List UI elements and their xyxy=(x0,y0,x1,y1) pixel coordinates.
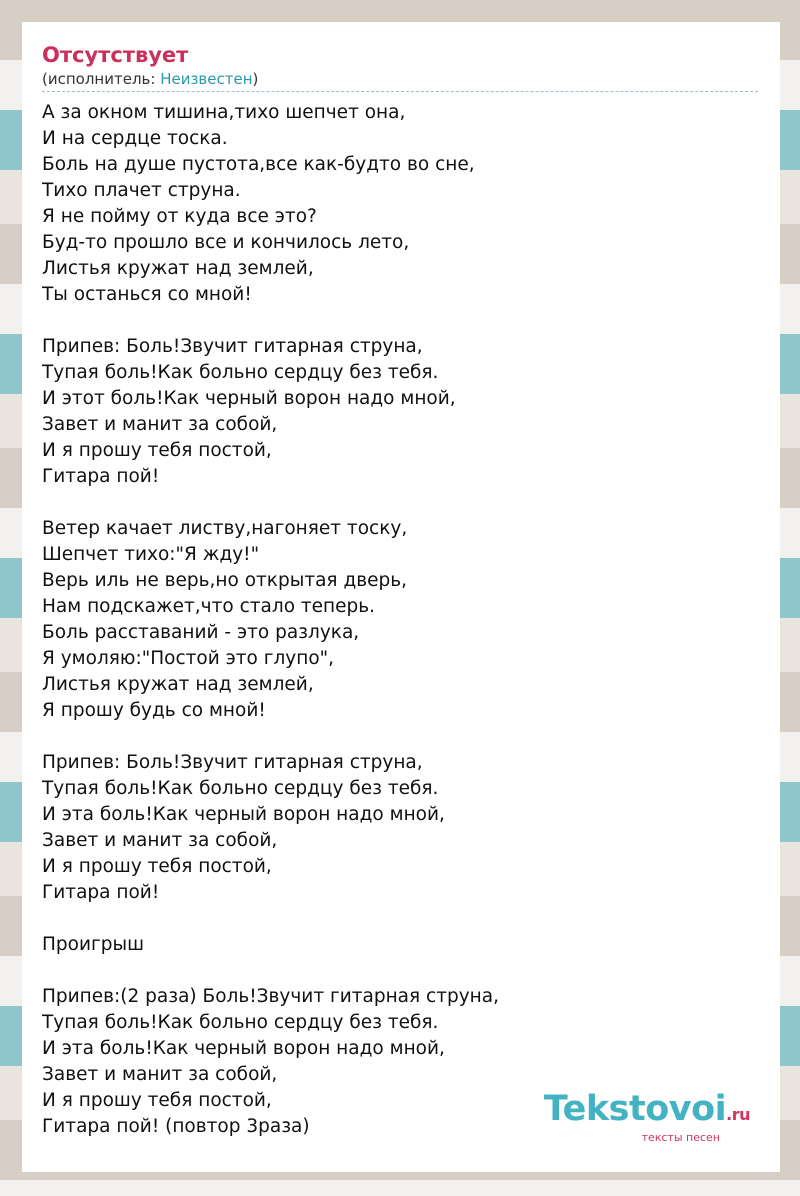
lyric-line: Тупая боль!Как больно сердцу без тебя. xyxy=(42,362,439,383)
lyric-line: Тупая боль!Как больно сердцу без тебя. xyxy=(42,1012,439,1033)
lyric-line: Тихо плачет струна. xyxy=(42,180,241,201)
lyric-line: И эта боль!Как черный ворон надо мной, xyxy=(42,1038,445,1059)
lyric-line: Проигрыш xyxy=(42,934,144,955)
lyric-line: И я прошу тебя постой, xyxy=(42,856,272,877)
lyric-blank-line xyxy=(42,906,760,932)
lyric-line: Я прошу будь со мной! xyxy=(42,700,266,721)
lyric-blank-line xyxy=(42,490,760,516)
lyric-line: Верь иль не верь,но открытая дверь, xyxy=(42,570,408,591)
lyric-line: Завет и манит за собой, xyxy=(42,830,278,851)
site-logo[interactable] xyxy=(544,1091,750,1144)
lyrics-card xyxy=(22,22,780,1172)
lyric-line: И на сердце тоска. xyxy=(42,128,228,149)
lyric-line: Припев:(2 раза) Боль!Звучит гитарная струна, xyxy=(42,986,499,1007)
artist-link[interactable]: Неизвестен xyxy=(160,70,253,88)
logo-name: Tekstovoi xyxy=(543,1089,727,1129)
lyric-line: Завет и манит за собой, xyxy=(42,414,278,435)
song-title: Отсутствует xyxy=(42,43,189,67)
lyric-line: И этот боль!Как черный ворон надо мной, xyxy=(42,388,456,409)
lyric-line: Буд-то прошло все и кончилось лето, xyxy=(42,232,410,253)
lyric-line: Припев: Боль!Звучит гитарная струна, xyxy=(42,336,423,357)
lyric-line: Листья кружат над землей, xyxy=(42,258,314,279)
lyric-line: Завет и манит за собой, xyxy=(42,1064,278,1085)
lyric-line: А за окном тишина,тихо шепчет она, xyxy=(42,102,406,123)
lyric-line: Тупая боль!Как больно сердцу без тебя. xyxy=(42,778,439,799)
lyric-line: И я прошу тебя постой, xyxy=(42,1090,272,1111)
lyric-line: Боль расставаний - это разлука, xyxy=(42,622,360,643)
lyric-line: Ветер качает листву,нагоняет тоску, xyxy=(42,518,408,539)
lyric-line: Шепчет тихо:"Я жду!" xyxy=(42,544,260,565)
logo-tagline: тексты песен xyxy=(641,1131,720,1144)
artist-line xyxy=(42,70,758,92)
lyric-line: И я прошу тебя постой, xyxy=(42,440,272,461)
lyric-blank-line xyxy=(42,958,760,984)
logo-tld: .ru xyxy=(726,1105,750,1124)
lyric-line: Листья кружат над землей, xyxy=(42,674,314,695)
lyric-line: Я не пойму от куда все это? xyxy=(42,206,317,227)
lyric-line: Нам подскажет,что стало теперь. xyxy=(42,596,376,617)
lyric-line: Ты останься со мной! xyxy=(42,284,252,305)
lyric-blank-line xyxy=(42,724,760,750)
logo-wordmark xyxy=(544,1091,750,1133)
lyric-line: Боль на душе пустота,все как-будто во сне, xyxy=(42,154,475,175)
artist-prefix: (исполнитель: xyxy=(42,70,161,88)
lyric-line: Я умоляю:"Постой это глупо", xyxy=(42,648,335,669)
lyrics-text xyxy=(42,100,760,1140)
lyric-line: И эта боль!Как черный ворон надо мной, xyxy=(42,804,445,825)
artist-suffix: ) xyxy=(252,70,259,88)
lyric-line: Гитара пой! xyxy=(42,882,160,903)
lyric-line: Гитара пой! (повтор 3раза) xyxy=(42,1116,310,1137)
lyric-line: Гитара пой! xyxy=(42,466,160,487)
lyric-line: Припев: Боль!Звучит гитарная струна, xyxy=(42,752,423,773)
lyric-blank-line xyxy=(42,308,760,334)
